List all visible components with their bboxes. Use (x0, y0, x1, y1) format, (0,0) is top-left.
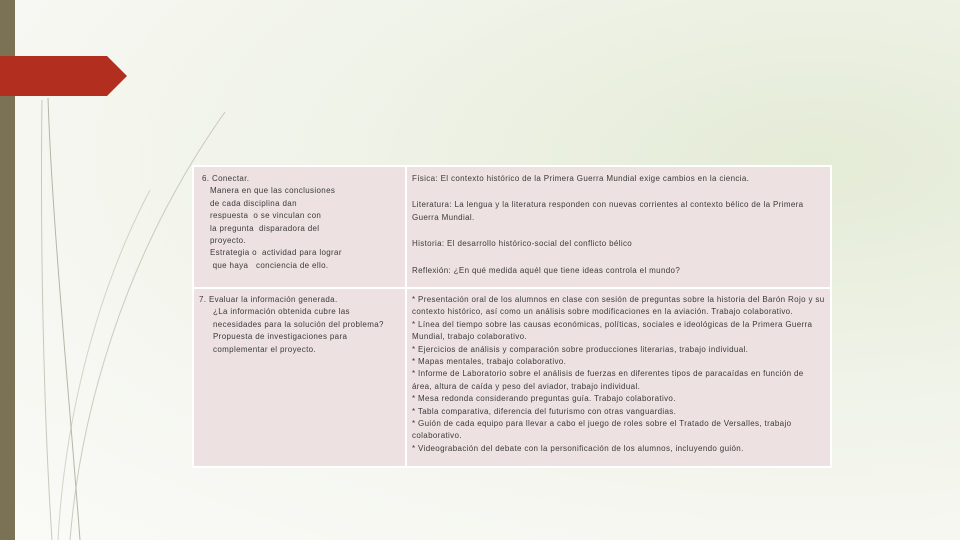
step-description-line: que haya conciencia de ello. (210, 260, 329, 270)
discipline-historia: Historia: El desarrollo histórico-social del conflicto bélico (412, 239, 633, 249)
discipline-reflexion: Reflexión: ¿En qué medida aquél que tiene ideas controla el mundo? (412, 265, 681, 275)
row1-left-cell (193, 166, 406, 288)
table-row (193, 288, 831, 467)
step-description-line: complementar el proyecto. (213, 344, 317, 354)
activity-item: * Mesa redonda considerando preguntas guía. Trabajo colaborativo. (412, 394, 676, 404)
activity-item: * Tabla comparativa, diferencia del futurismo con otras vanguardias. (412, 406, 677, 416)
activity-item: * Videograbación del debate con la personificación de los alumnos, incluyendo guión. (412, 443, 744, 453)
red-arrow-tab (0, 56, 127, 96)
step-description-line: Manera en que las conclusiones (210, 186, 336, 196)
step-description-line: la pregunta disparadora del (210, 223, 320, 233)
step-description-line: respuesta o se vinculan con (210, 211, 322, 221)
step-description-line: Estrategia o actividad para lograr (210, 248, 342, 258)
discipline-fisica: Física: El contexto histórico de la Primera Guerra Mundial exige cambios en la ciencia. (412, 174, 750, 183)
project-table (192, 165, 832, 468)
step-heading: 6. Conectar. (202, 174, 250, 183)
discipline-literatura: Literatura: La lengua y la literatura responden con nuevas corrientes al contexto bélico de la Primera Guerra Mundial. (412, 200, 804, 222)
row2-right-cell (406, 288, 831, 467)
step-description-line: de cada disciplina dan (210, 198, 297, 208)
activity-item: * Línea del tiempo sobre las causas económicas, políticas, sociales e ideológicas de la Primera Guerra Mundial, trabajo colaborativo. (412, 319, 813, 342)
step-description-line: Propuesta de investigaciones para (213, 332, 348, 342)
activity-item: * Ejercicios de análisis y comparación sobre producciones literarias, trabajo individual. (412, 344, 749, 354)
activity-item: * Informe de Laboratorio sobre el análisis de fuerzas en diferentes tipos de paracaídas en función de área, altura de caída y peso del aviador, trabajo individual. (412, 369, 804, 391)
step-description-line: necesidades para la solución del problema? (213, 319, 384, 329)
step-description-line: ¿La información obtenida cubre las (213, 307, 350, 317)
step-heading: 7. Evaluar la información generada. (199, 295, 338, 304)
row1-right-cell (406, 166, 831, 288)
activity-item: * Presentación oral de los alumnos en clase con sesión de preguntas sobre la historia del Barón Rojo y su contexto histórico, así como un análisis sobre modificaciones en la aviación. Trabajo colaborativo. (412, 295, 825, 317)
row2-left-cell (193, 288, 406, 467)
table-row (193, 166, 831, 288)
step-description-line: proyecto. (210, 236, 247, 246)
activity-item: * Mapas mentales, trabajo colaborativo. (412, 357, 567, 367)
activity-item: * Guión de cada equipo para llevar a cabo el juego de roles sobre el Tratado de Versalles, trabajo colaborativo. (412, 419, 792, 441)
